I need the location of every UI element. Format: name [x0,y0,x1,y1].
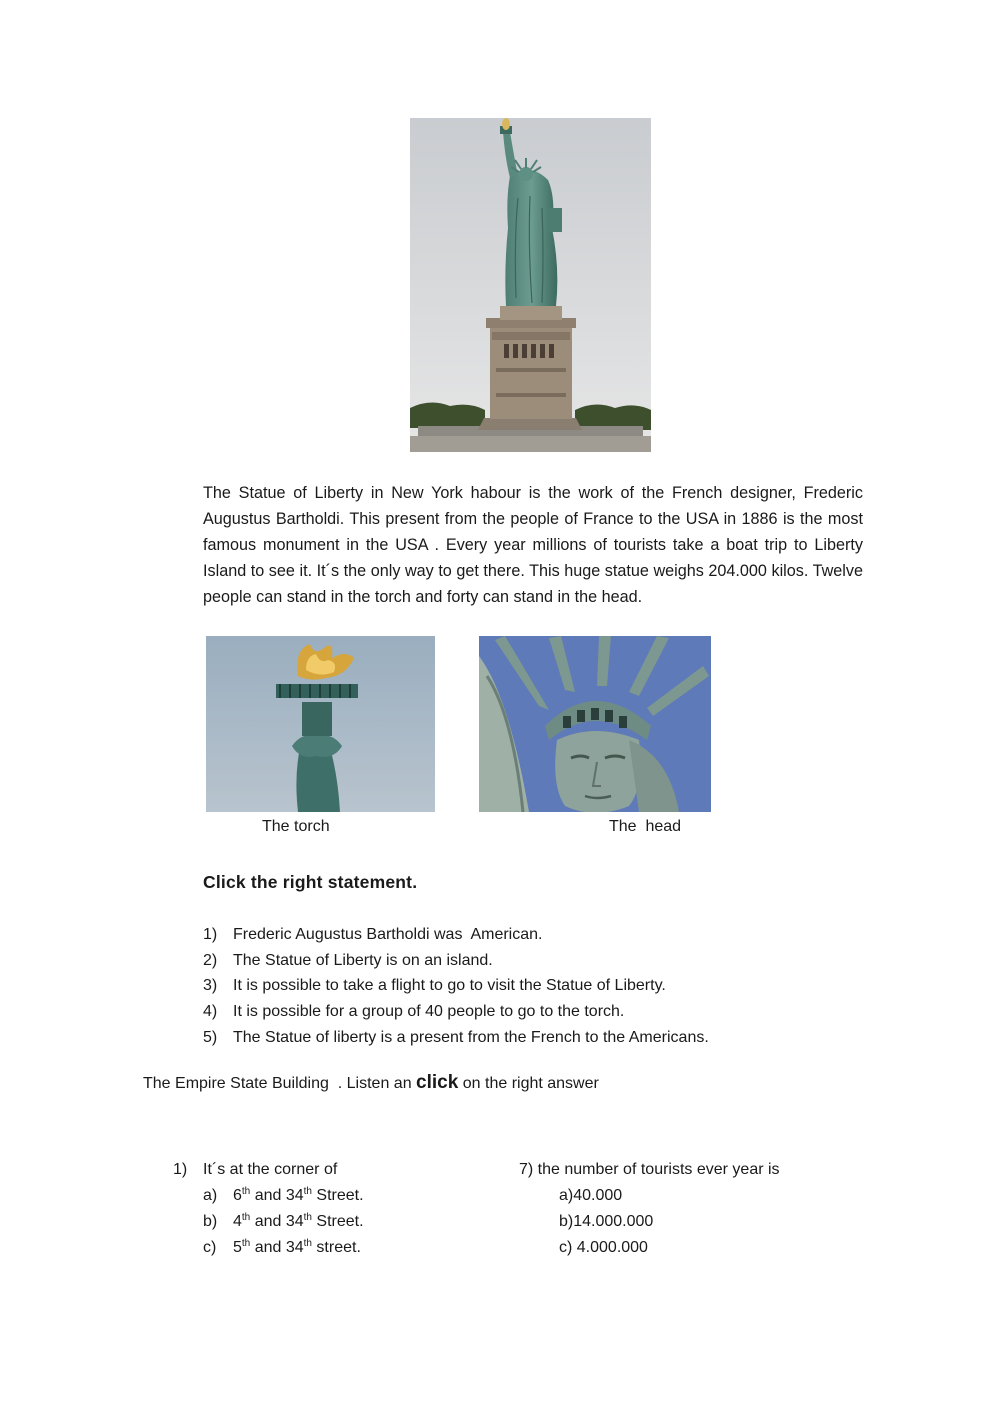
statement-number: 1) [203,926,218,943]
statement-1[interactable] [203,922,843,948]
option-letter: b) [203,1213,218,1230]
statement-number: 3) [203,977,218,995]
option-text[interactable]: c) 4.000.000 [559,1239,648,1256]
intro-paragraph: The Statue of Liberty in New York habour is the work of the French designer, Frederic Augustus Bartholdi. This present from the people of France to the USA in 1886 is the most famous monument in the USA . Every year millions of tourists take a boat trip to Liberty Island to see it. It´s the only way to get there. This huge statue weighs 204.000 kilos. Twelve people can stand in the torch and forty can stand in the head. [203,484,863,606]
option-text[interactable]: 4th and 34th Street. [233,1212,364,1230]
question-7 [519,1157,839,1261]
statement-text[interactable]: Frederic Augustus Bartholdi was American. [233,926,543,943]
question-number: 1) [173,1161,188,1178]
torch-photo [206,636,435,812]
statue-of-liberty-photo [410,118,651,452]
option-letter: a) [203,1187,218,1204]
statements-list [203,922,843,1051]
option-text[interactable]: b)14.000.000 [559,1213,654,1230]
option-text[interactable]: 5th and 34th street. [233,1238,361,1256]
question-text: 7) the number of tourists ever year is [519,1161,780,1178]
answer-option-b[interactable] [173,1209,493,1235]
option-letter: c) [203,1239,217,1256]
option-text[interactable]: a)40.000 [559,1187,623,1204]
statement-text[interactable]: The Statue of Liberty is on an island. [233,951,493,969]
torch-caption: The torch [262,818,330,835]
option-text[interactable]: 6th and 34th Street. [233,1186,364,1204]
intro-text-after: on the right answer [458,1075,599,1092]
statement-number: 4) [203,1003,218,1021]
question-text: It´s at the corner of [203,1161,338,1178]
head-photo [479,636,711,812]
statement-4[interactable] [203,999,843,1025]
answer-option-a[interactable] [519,1183,839,1209]
empire-state-intro [143,1072,599,1094]
statement-5[interactable] [203,1025,843,1051]
click-word: click [416,1072,459,1093]
answer-option-b[interactable] [519,1209,839,1235]
statement-text[interactable]: It is possible for a group of 40 people to go to the torch. [233,1003,625,1021]
section-heading: Click the right statement. [203,872,418,892]
statement-2[interactable] [203,948,843,974]
question-1 [173,1157,493,1261]
statement-3[interactable] [203,973,843,999]
answer-option-a[interactable] [173,1183,493,1209]
statement-text[interactable]: It is possible to take a flight to go to visit the Statue of Liberty. [233,977,666,995]
statement-number: 2) [203,951,218,969]
answer-option-c[interactable] [173,1235,493,1261]
head-caption: The head [609,818,682,835]
answer-option-c[interactable] [519,1235,839,1261]
statement-text[interactable]: The Statue of liberty is a present from the French to the Americans. [233,1028,709,1046]
intro-text-before: The Empire State Building . Listen an [143,1075,417,1092]
statement-number: 5) [203,1028,218,1046]
